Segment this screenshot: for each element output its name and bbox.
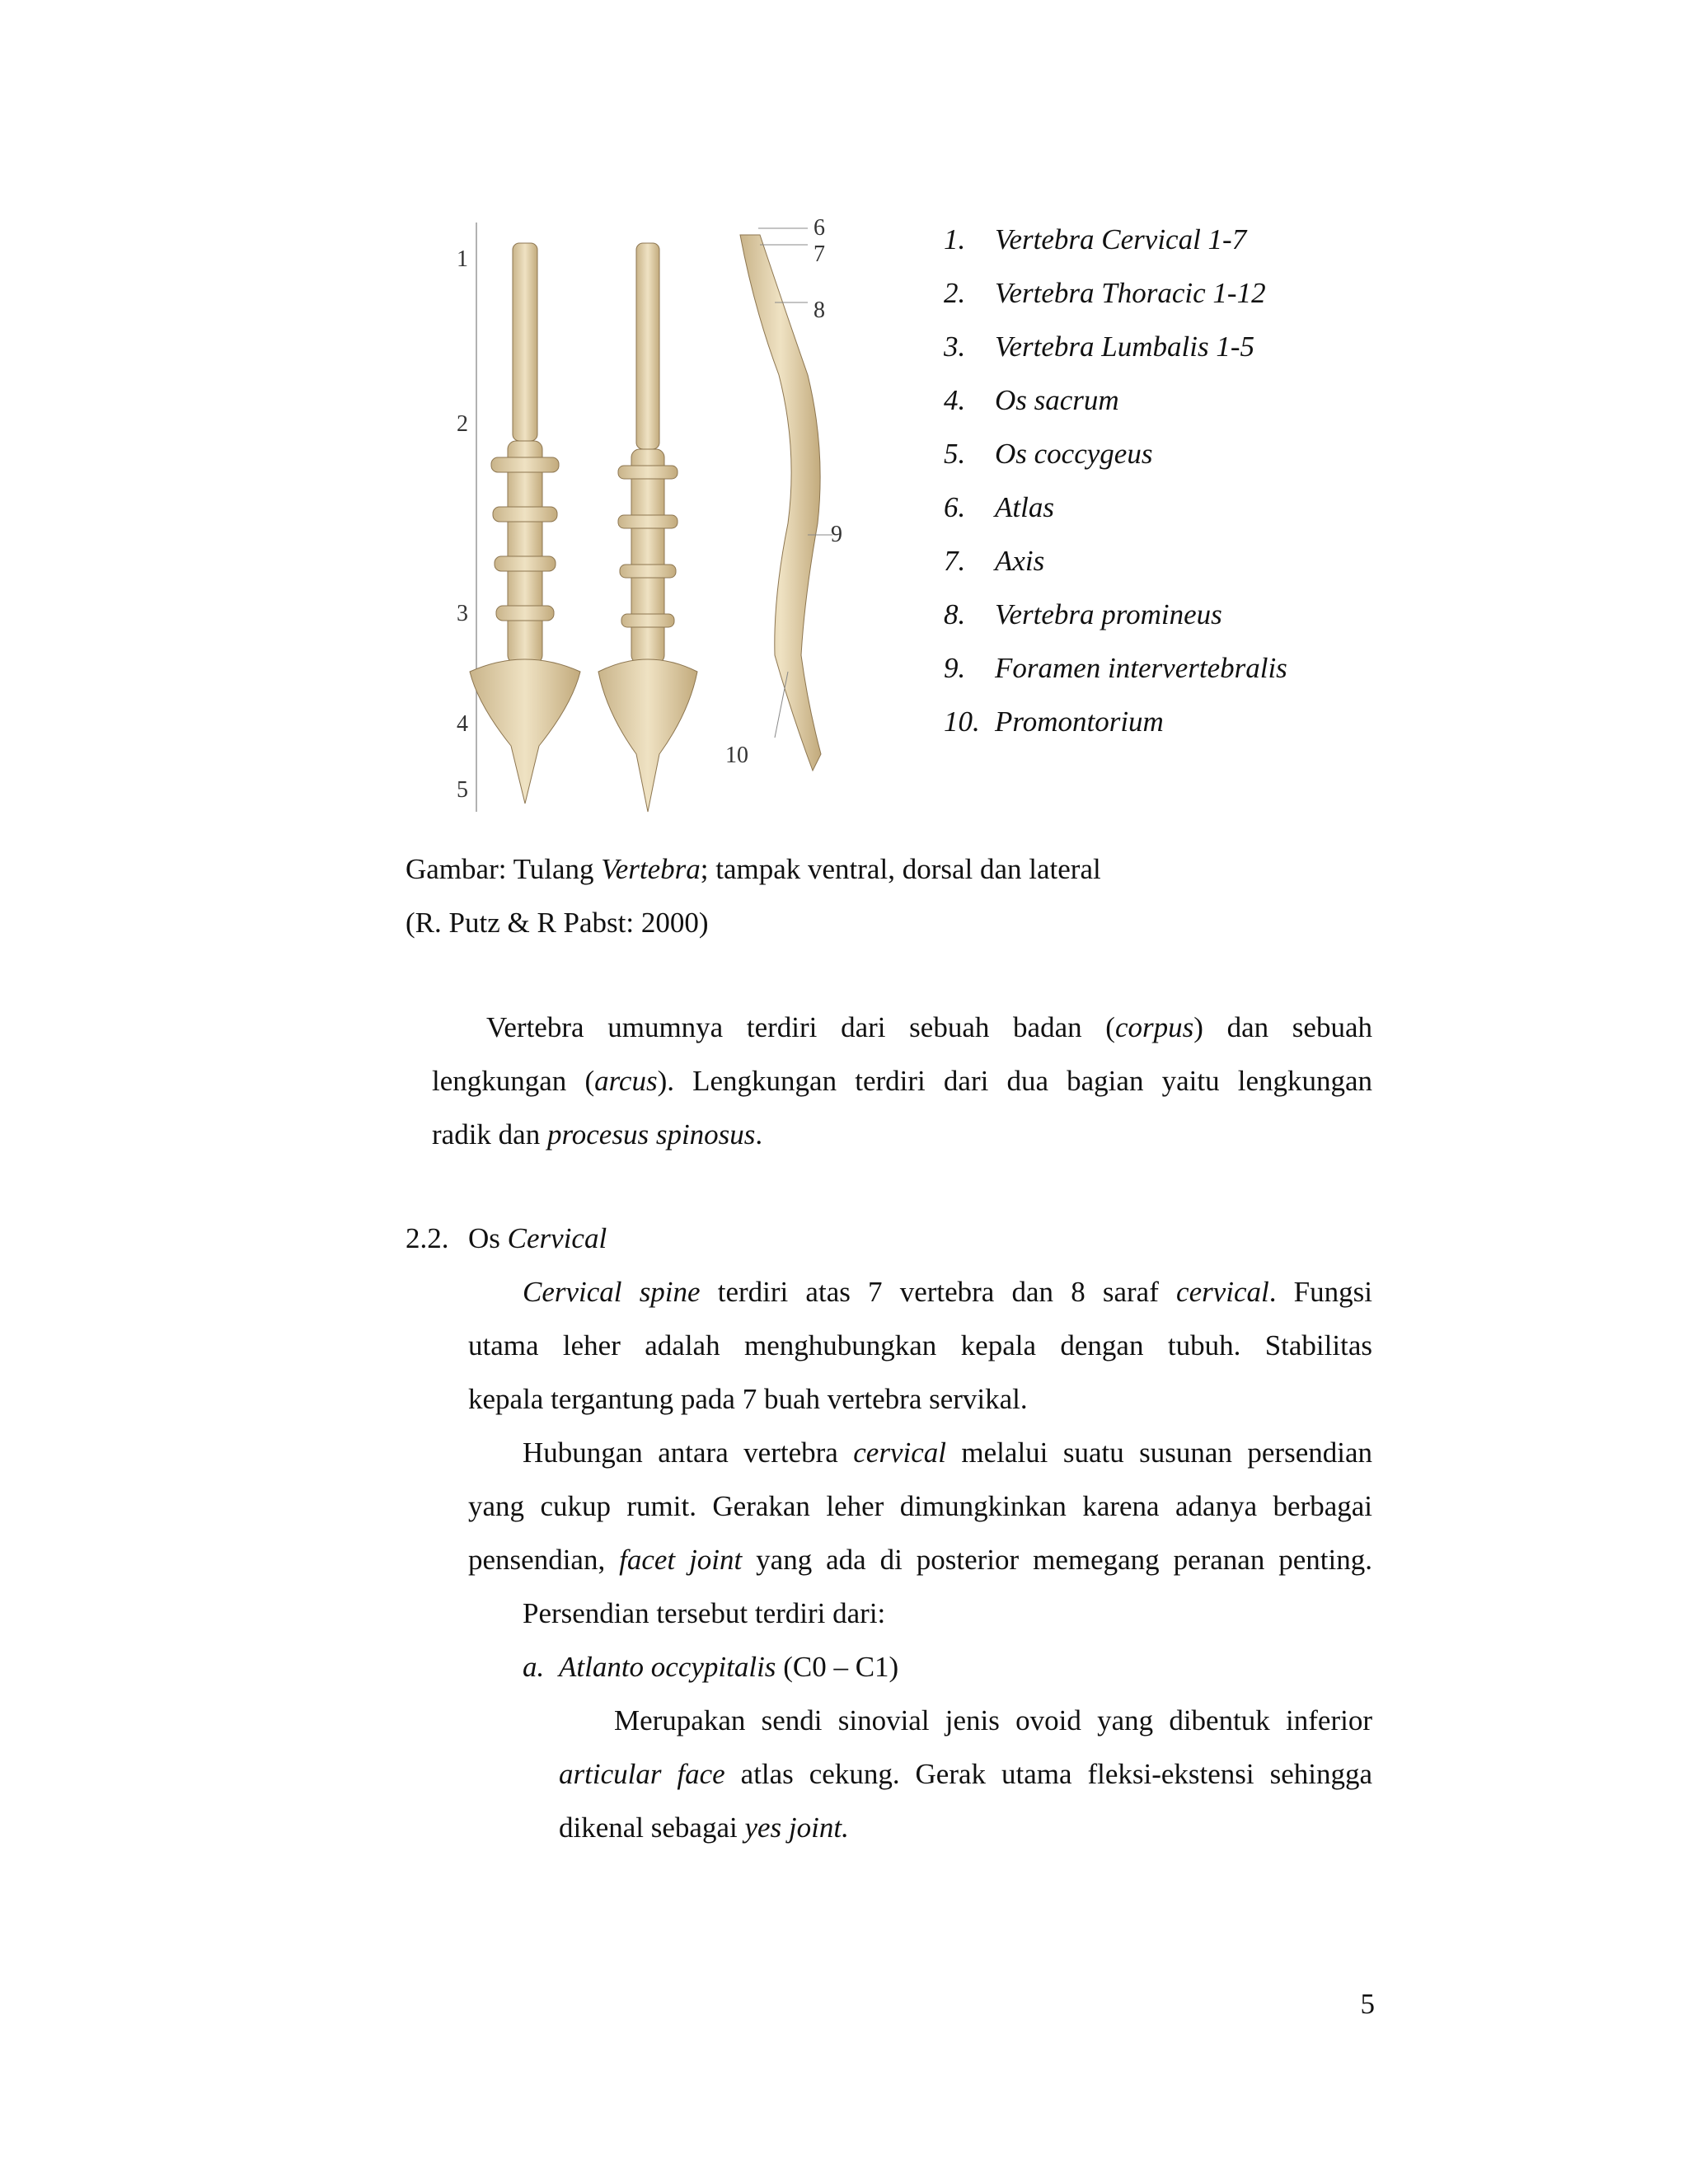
label-6: 6 — [814, 215, 825, 241]
paragraph-2-line-2: utama leher adalah menghubungkan kepala dengan tubuh. Stabilitas — [468, 1329, 1372, 1361]
italic-text: procesus spinosus — [546, 1118, 756, 1151]
lateral-view — [740, 235, 821, 771]
legend-item — [944, 427, 1287, 480]
label-10: 10 — [725, 743, 748, 768]
legend-text: Foramen intervertebralis — [995, 652, 1287, 684]
figure-caption — [406, 842, 1101, 896]
list-item-a — [523, 1640, 898, 1694]
legend-num: 10. — [944, 705, 980, 738]
legend-text: Vertebra Cervical 1-7 — [995, 223, 1247, 255]
paragraph-5-line-3 — [559, 1801, 849, 1854]
text: terdiri atas 7 vertebra dan 8 saraf — [700, 1276, 1177, 1308]
text: . Fungsi — [1268, 1276, 1372, 1308]
paragraph-4: Persendian tersebut terdiri dari: — [523, 1597, 886, 1629]
paragraph-1-line-3 — [432, 1108, 762, 1161]
legend-item — [944, 695, 1287, 748]
legend-item — [944, 480, 1287, 534]
italic-text: facet joint — [619, 1544, 743, 1576]
legend-num: 6. — [944, 491, 966, 523]
legend-text: Os sacrum — [995, 384, 1119, 416]
label-8: 8 — [814, 298, 825, 323]
legend-num: 2. — [944, 277, 966, 309]
italic-text: corpus — [1114, 1011, 1194, 1043]
legend-item — [944, 641, 1287, 695]
legend-text: Vertebra Lumbalis 1-5 — [995, 330, 1254, 363]
legend-text: Vertebra promineus — [995, 598, 1222, 630]
legend-text: Promontorium — [995, 705, 1164, 738]
label-5: 5 — [457, 777, 468, 803]
legend-num: 5. — [944, 438, 966, 470]
paragraph-1-line-2 — [432, 1054, 1372, 1108]
section-heading — [406, 1212, 607, 1265]
text: radik dan — [432, 1118, 547, 1151]
legend-text: Os coccygeus — [995, 438, 1153, 470]
label-2: 2 — [457, 411, 468, 437]
italic-text: yes joint. — [744, 1811, 849, 1844]
text: ). Lengkungan terdiri dari dua bagian yaitu lengkungan — [657, 1065, 1373, 1097]
paragraph-2-line-1 — [523, 1265, 1372, 1319]
label-9: 9 — [831, 522, 842, 547]
legend-num: 3. — [944, 330, 966, 363]
section-number: 2.2. — [406, 1222, 449, 1254]
page-number: 5 — [1360, 1988, 1375, 2020]
label-7: 7 — [814, 241, 825, 267]
paragraph-5-line-2 — [559, 1747, 1372, 1801]
paragraph-1-line-1 — [486, 1001, 1372, 1054]
legend-num: 7. — [944, 545, 966, 577]
legend-item — [944, 320, 1287, 373]
caption-italic: Vertebra — [601, 853, 701, 885]
text: lengkungan ( — [432, 1065, 595, 1097]
legend-num: 9. — [944, 652, 966, 684]
text: melalui suatu susunan persendian — [945, 1436, 1372, 1469]
caption-prefix: Gambar: Tulang — [406, 853, 602, 885]
label-4: 4 — [457, 711, 468, 737]
text: Vertebra umumnya terdiri dari sebuah badan ( — [486, 1011, 1115, 1043]
text: . — [755, 1118, 763, 1151]
label-3: 3 — [457, 601, 468, 626]
italic-text: arcus — [594, 1065, 658, 1097]
list-title: (C0 – C1) — [776, 1651, 899, 1683]
ventral-view — [470, 243, 580, 804]
legend-item — [944, 534, 1287, 588]
legend-item — [944, 588, 1287, 641]
paragraph-2-line-3: kepala tergantung pada 7 buah vertebra servikal. — [468, 1383, 1028, 1415]
figure-source: (R. Putz & R Pabst: 2000) — [406, 907, 709, 939]
label-1: 1 — [457, 246, 468, 272]
paragraph-3-line-2: yang cukup rumit. Gerakan leher dimungkinkan karena adanya berbagai — [468, 1490, 1372, 1522]
list-title-italic: Atlanto occypitalis — [559, 1651, 776, 1683]
text: ) dan sebuah — [1193, 1011, 1372, 1043]
italic-text: cervical — [853, 1436, 946, 1469]
legend-item — [944, 213, 1287, 266]
italic-text: articular face — [559, 1758, 725, 1790]
legend-text: Vertebra Thoracic 1-12 — [995, 277, 1266, 309]
dorsal-view — [598, 243, 697, 812]
legend-num: 4. — [944, 384, 966, 416]
figure-legend — [944, 213, 1287, 748]
legend-text: Axis — [995, 545, 1045, 577]
legend-num: 8. — [944, 598, 966, 630]
spine-illustration — [420, 210, 865, 837]
text: dikenal sebagai — [559, 1811, 745, 1844]
text: pensendian, — [468, 1544, 620, 1576]
italic-text: cervical — [1176, 1276, 1269, 1308]
legend-item — [944, 373, 1287, 427]
section-title-italic: Cervical — [507, 1222, 607, 1254]
legend-text: Atlas — [995, 491, 1054, 523]
legend-num: 1. — [944, 223, 966, 255]
section-title: Os — [468, 1222, 508, 1254]
text: atlas cekung. Gerak utama fleksi-ekstensi sehingga — [724, 1758, 1372, 1790]
paragraph-3-line-1 — [523, 1426, 1372, 1479]
paragraph-3-line-3 — [468, 1533, 1372, 1586]
legend-item — [944, 266, 1287, 320]
caption-suffix: ; tampak ventral, dorsal dan lateral — [700, 853, 1101, 885]
list-label: a. — [523, 1651, 545, 1683]
text: yang ada di posterior memegang peranan penting. — [742, 1544, 1372, 1576]
spine-figure — [420, 210, 865, 837]
paragraph-5-line-1: Merupakan sendi sinovial jenis ovoid yang dibentuk inferior — [614, 1704, 1372, 1736]
italic-text: Cervical spine — [523, 1276, 701, 1308]
text: Hubungan antara vertebra — [523, 1436, 854, 1469]
